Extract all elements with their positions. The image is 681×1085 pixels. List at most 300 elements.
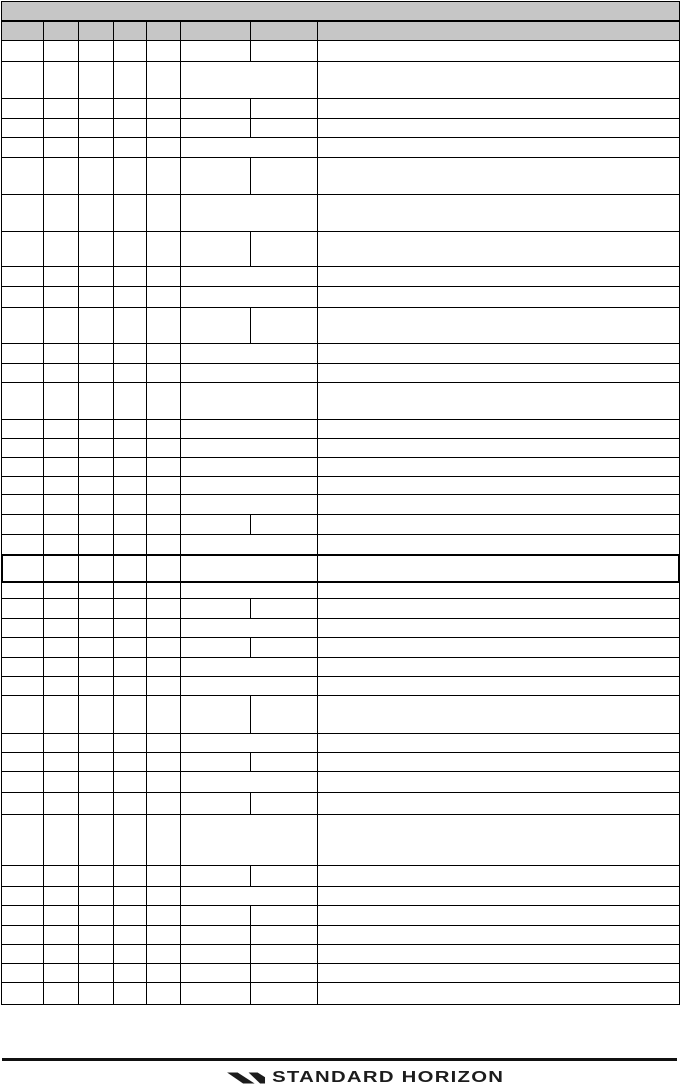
table-cell	[147, 772, 182, 793]
table-cell	[251, 599, 318, 619]
table-cell	[318, 906, 680, 926]
table-cell	[44, 582, 80, 599]
table-cell	[79, 420, 114, 439]
table-cell	[147, 308, 182, 345]
table-cell	[44, 658, 80, 678]
header-cell	[318, 22, 680, 42]
table-cell	[147, 195, 182, 233]
table-cell	[44, 515, 80, 535]
table-cell	[44, 158, 80, 195]
table-cell	[79, 232, 114, 267]
table-cell	[318, 458, 680, 477]
header-cell	[181, 22, 251, 42]
table-cell	[2, 99, 44, 119]
table-cell	[114, 287, 147, 308]
table-cell	[147, 477, 182, 496]
table-cell	[79, 556, 114, 582]
table-cell	[44, 287, 80, 308]
table-cell	[114, 344, 147, 364]
table-cell	[251, 964, 318, 984]
table-cell	[114, 866, 147, 887]
table-cell	[318, 99, 680, 119]
table-cell	[318, 582, 680, 599]
table-cell	[181, 638, 251, 658]
table-cell	[44, 267, 80, 287]
table-cell	[318, 158, 680, 195]
table-cell	[2, 696, 44, 734]
table-cell	[79, 439, 114, 458]
table-cell	[44, 696, 80, 734]
table-cell	[44, 232, 80, 267]
table-cell	[114, 619, 147, 639]
header-cell	[79, 22, 114, 42]
table-cell	[147, 983, 182, 1004]
table-cell	[147, 99, 182, 119]
table-cell	[181, 887, 318, 906]
table-cell	[44, 195, 80, 233]
table-cell	[251, 793, 318, 815]
table-cell	[181, 99, 251, 119]
table-cell	[79, 62, 114, 99]
table-cell	[2, 815, 44, 866]
table-cell	[2, 344, 44, 364]
table-cell	[44, 793, 80, 815]
table-cell	[79, 138, 114, 158]
table-cell	[114, 887, 147, 906]
table-cell	[318, 287, 680, 308]
table-cell	[147, 945, 182, 964]
table-cell	[114, 439, 147, 458]
table-cell	[318, 772, 680, 793]
table-cell	[79, 99, 114, 119]
table-cell	[44, 99, 80, 119]
table-cell	[318, 926, 680, 945]
table-cell	[79, 638, 114, 658]
table-cell	[2, 983, 44, 1004]
table-cell	[44, 119, 80, 139]
table-cell	[181, 495, 318, 515]
table-cell	[44, 344, 80, 364]
table-cell	[181, 515, 251, 535]
table-cell	[79, 582, 114, 599]
table-cell	[181, 696, 251, 734]
table-cell	[147, 696, 182, 734]
table-cell	[44, 458, 80, 477]
header-cell	[2, 22, 44, 42]
table-cell	[181, 866, 251, 887]
table-cell	[2, 658, 44, 678]
table-cell	[318, 677, 680, 696]
table-cell	[114, 638, 147, 658]
table-cell	[44, 383, 80, 420]
table-cell	[181, 308, 251, 345]
table-cell	[2, 515, 44, 535]
table-cell	[147, 599, 182, 619]
table-cell	[44, 638, 80, 658]
table-cell	[44, 439, 80, 458]
table-cell	[44, 753, 80, 772]
table-cell	[318, 364, 680, 383]
table-cell	[44, 495, 80, 515]
table-cell	[147, 515, 182, 535]
table-cell	[2, 308, 44, 345]
table-cell	[2, 420, 44, 439]
table-cell	[114, 535, 147, 556]
table-cell	[44, 887, 80, 906]
table-cell	[147, 906, 182, 926]
table-cell	[114, 477, 147, 496]
table-cell	[114, 677, 147, 696]
table-cell	[79, 495, 114, 515]
table-cell	[114, 983, 147, 1004]
table-cell	[251, 866, 318, 887]
table-cell	[114, 41, 147, 62]
table-cell	[318, 344, 680, 364]
table-cell	[2, 619, 44, 639]
table-cell	[318, 638, 680, 658]
table-cell	[79, 926, 114, 945]
table-cell	[2, 383, 44, 420]
header-cell	[114, 22, 147, 42]
table-cell	[114, 753, 147, 772]
table-cell	[114, 232, 147, 267]
table-cell	[44, 477, 80, 496]
table-cell	[181, 964, 251, 984]
table-cell	[79, 658, 114, 678]
table-cell	[318, 195, 680, 233]
table-cell	[147, 658, 182, 678]
table-cell	[114, 599, 147, 619]
table-cell	[147, 582, 182, 599]
table-cell	[318, 308, 680, 345]
table-cell	[147, 119, 182, 139]
table-cell	[2, 41, 44, 62]
table-cell	[147, 887, 182, 906]
table-cell	[2, 158, 44, 195]
table-cell	[114, 364, 147, 383]
table-cell	[79, 158, 114, 195]
table-cell	[147, 158, 182, 195]
table-cell	[147, 62, 182, 99]
table-cell	[2, 793, 44, 815]
table-cell	[2, 582, 44, 599]
table-cell	[181, 344, 318, 364]
table-cell	[2, 677, 44, 696]
table-cell	[44, 983, 80, 1004]
table-cell	[147, 495, 182, 515]
table-cell	[2, 887, 44, 906]
table-cell	[114, 926, 147, 945]
table-cell	[147, 926, 182, 945]
table-cell	[251, 158, 318, 195]
table-cell	[147, 41, 182, 62]
table-cell	[44, 535, 80, 556]
table-cell	[2, 364, 44, 383]
table-cell	[147, 535, 182, 556]
table-cell	[114, 458, 147, 477]
table-cell	[251, 515, 318, 535]
table-cell	[114, 383, 147, 420]
table-cell	[2, 267, 44, 287]
table-cell	[79, 535, 114, 556]
table-cell	[318, 556, 680, 582]
table-cell	[114, 906, 147, 926]
table-cell	[318, 658, 680, 678]
table-cell	[79, 619, 114, 639]
table-cell	[114, 772, 147, 793]
table-cell	[44, 420, 80, 439]
table-cell	[2, 753, 44, 772]
table-cell	[114, 308, 147, 345]
table-cell	[44, 41, 80, 62]
table-cell	[44, 599, 80, 619]
table-cell	[2, 906, 44, 926]
table-cell	[318, 793, 680, 815]
table-cell	[79, 815, 114, 866]
table-cell	[318, 62, 680, 99]
table-cell	[2, 287, 44, 308]
table-cell	[181, 477, 318, 496]
channel-table	[1, 21, 680, 1005]
table-cell	[79, 41, 114, 62]
table-cell	[2, 138, 44, 158]
table-cell	[181, 815, 318, 866]
table-cell	[181, 906, 251, 926]
table-cell	[181, 439, 318, 458]
table-cell	[181, 556, 318, 582]
table-cell	[79, 696, 114, 734]
table-cell	[2, 638, 44, 658]
table-cell	[79, 287, 114, 308]
header-cell	[251, 22, 318, 42]
table-cell	[147, 458, 182, 477]
table-cell	[114, 99, 147, 119]
table-cell	[2, 535, 44, 556]
table-cell	[2, 119, 44, 139]
table-cell	[114, 696, 147, 734]
table-cell	[79, 599, 114, 619]
table-cell	[79, 866, 114, 887]
table-cell	[114, 815, 147, 866]
table-cell	[251, 99, 318, 119]
table-cell	[147, 793, 182, 815]
table-cell	[181, 458, 318, 477]
table-cell	[79, 344, 114, 364]
table-cell	[114, 267, 147, 287]
table-cell	[147, 964, 182, 984]
table-cell	[147, 734, 182, 753]
table-cell	[114, 658, 147, 678]
table-cell	[181, 677, 318, 696]
table-cell	[251, 753, 318, 772]
table-cell	[318, 41, 680, 62]
table-cell	[114, 158, 147, 195]
table-cell	[318, 232, 680, 267]
table-cell	[318, 964, 680, 984]
table-cell	[2, 866, 44, 887]
table-cell	[181, 287, 318, 308]
table-cell	[2, 195, 44, 233]
table-cell	[147, 383, 182, 420]
table-cell	[79, 308, 114, 345]
table-cell	[44, 677, 80, 696]
table-cell	[181, 267, 318, 287]
table-cell	[44, 866, 80, 887]
table-cell	[147, 866, 182, 887]
table-cell	[114, 964, 147, 984]
table-cell	[251, 308, 318, 345]
table-cell	[318, 945, 680, 964]
table-cell	[114, 515, 147, 535]
table-cell	[181, 658, 318, 678]
table-cell	[44, 364, 80, 383]
table-cell	[44, 964, 80, 984]
table-cell	[147, 619, 182, 639]
table-cell	[79, 983, 114, 1004]
table-cell	[2, 477, 44, 496]
table-cell	[114, 495, 147, 515]
table-cell	[114, 420, 147, 439]
table-cell	[79, 364, 114, 383]
table-cell	[44, 556, 80, 582]
table-cell	[2, 556, 44, 582]
table-cell	[147, 638, 182, 658]
table-cell	[44, 734, 80, 753]
table-cell	[251, 119, 318, 139]
table-title-bar	[1, 1, 680, 21]
table-cell	[251, 926, 318, 945]
table-cell	[181, 535, 318, 556]
table-cell	[318, 866, 680, 887]
table-cell	[114, 734, 147, 753]
table-cell	[2, 926, 44, 945]
table-cell	[251, 906, 318, 926]
table-cell	[251, 232, 318, 267]
table-cell	[251, 41, 318, 62]
header-cell	[44, 22, 80, 42]
table-cell	[181, 41, 251, 62]
table-cell	[251, 696, 318, 734]
table-cell	[79, 477, 114, 496]
table-cell	[2, 495, 44, 515]
table-cell	[181, 62, 318, 99]
table-cell	[147, 364, 182, 383]
table-cell	[318, 119, 680, 139]
table-cell	[318, 138, 680, 158]
table-cell	[181, 138, 318, 158]
standard-horizon-logo	[227, 1069, 504, 1085]
table-cell	[181, 195, 318, 233]
table-cell	[318, 983, 680, 1004]
table-cell	[2, 232, 44, 267]
table-cell	[114, 138, 147, 158]
table-cell	[2, 439, 44, 458]
table-cell	[79, 772, 114, 793]
table-cell	[2, 734, 44, 753]
table-cell	[79, 964, 114, 984]
table-cell	[2, 62, 44, 99]
logo-swoosh-icon	[227, 1072, 265, 1084]
table-cell	[318, 383, 680, 420]
table-cell	[44, 815, 80, 866]
table-cell	[147, 138, 182, 158]
table-cell	[318, 535, 680, 556]
table-cell	[2, 945, 44, 964]
table-cell	[181, 158, 251, 195]
table-cell	[79, 458, 114, 477]
table-cell	[181, 772, 318, 793]
table-cell	[181, 232, 251, 267]
table-cell	[2, 458, 44, 477]
table-cell	[44, 926, 80, 945]
table-cell	[44, 62, 80, 99]
table-cell	[147, 677, 182, 696]
table-cell	[147, 815, 182, 866]
table-cell	[147, 556, 182, 582]
table-cell	[2, 599, 44, 619]
table-cell	[181, 753, 251, 772]
table-cell	[147, 232, 182, 267]
table-cell	[318, 439, 680, 458]
table-cell	[2, 772, 44, 793]
table-cell	[251, 945, 318, 964]
header-cell	[147, 22, 182, 42]
table-cell	[181, 926, 251, 945]
table-cell	[79, 195, 114, 233]
table-cell	[181, 364, 318, 383]
table-cell	[44, 138, 80, 158]
table-cell	[318, 887, 680, 906]
table-cell	[79, 734, 114, 753]
table-cell	[114, 62, 147, 99]
table-cell	[79, 515, 114, 535]
table-cell	[251, 638, 318, 658]
table-cell	[114, 945, 147, 964]
table-cell	[318, 753, 680, 772]
table-cell	[44, 308, 80, 345]
table-cell	[181, 420, 318, 439]
table-cell	[181, 793, 251, 815]
table-cell	[114, 582, 147, 599]
table-cell	[251, 983, 318, 1004]
table-cell	[114, 556, 147, 582]
table-cell	[44, 619, 80, 639]
table-cell	[44, 945, 80, 964]
footer-divider	[2, 1058, 677, 1061]
table-cell	[114, 195, 147, 233]
table-cell	[318, 420, 680, 439]
table-cell	[79, 753, 114, 772]
table-cell	[147, 344, 182, 364]
table-cell	[181, 734, 318, 753]
table-cell	[147, 439, 182, 458]
table-cell	[181, 582, 318, 599]
table-cell	[79, 383, 114, 420]
table-cell	[181, 619, 318, 639]
table-cell	[318, 619, 680, 639]
table-cell	[79, 945, 114, 964]
logo-text: STANDARD HORIZON	[271, 1069, 504, 1085]
table-cell	[318, 696, 680, 734]
table-cell	[318, 815, 680, 866]
table-cell	[114, 119, 147, 139]
table-cell	[147, 267, 182, 287]
table-cell	[318, 495, 680, 515]
table-cell	[318, 734, 680, 753]
table-cell	[114, 793, 147, 815]
table-cell	[318, 477, 680, 496]
table-cell	[181, 945, 251, 964]
